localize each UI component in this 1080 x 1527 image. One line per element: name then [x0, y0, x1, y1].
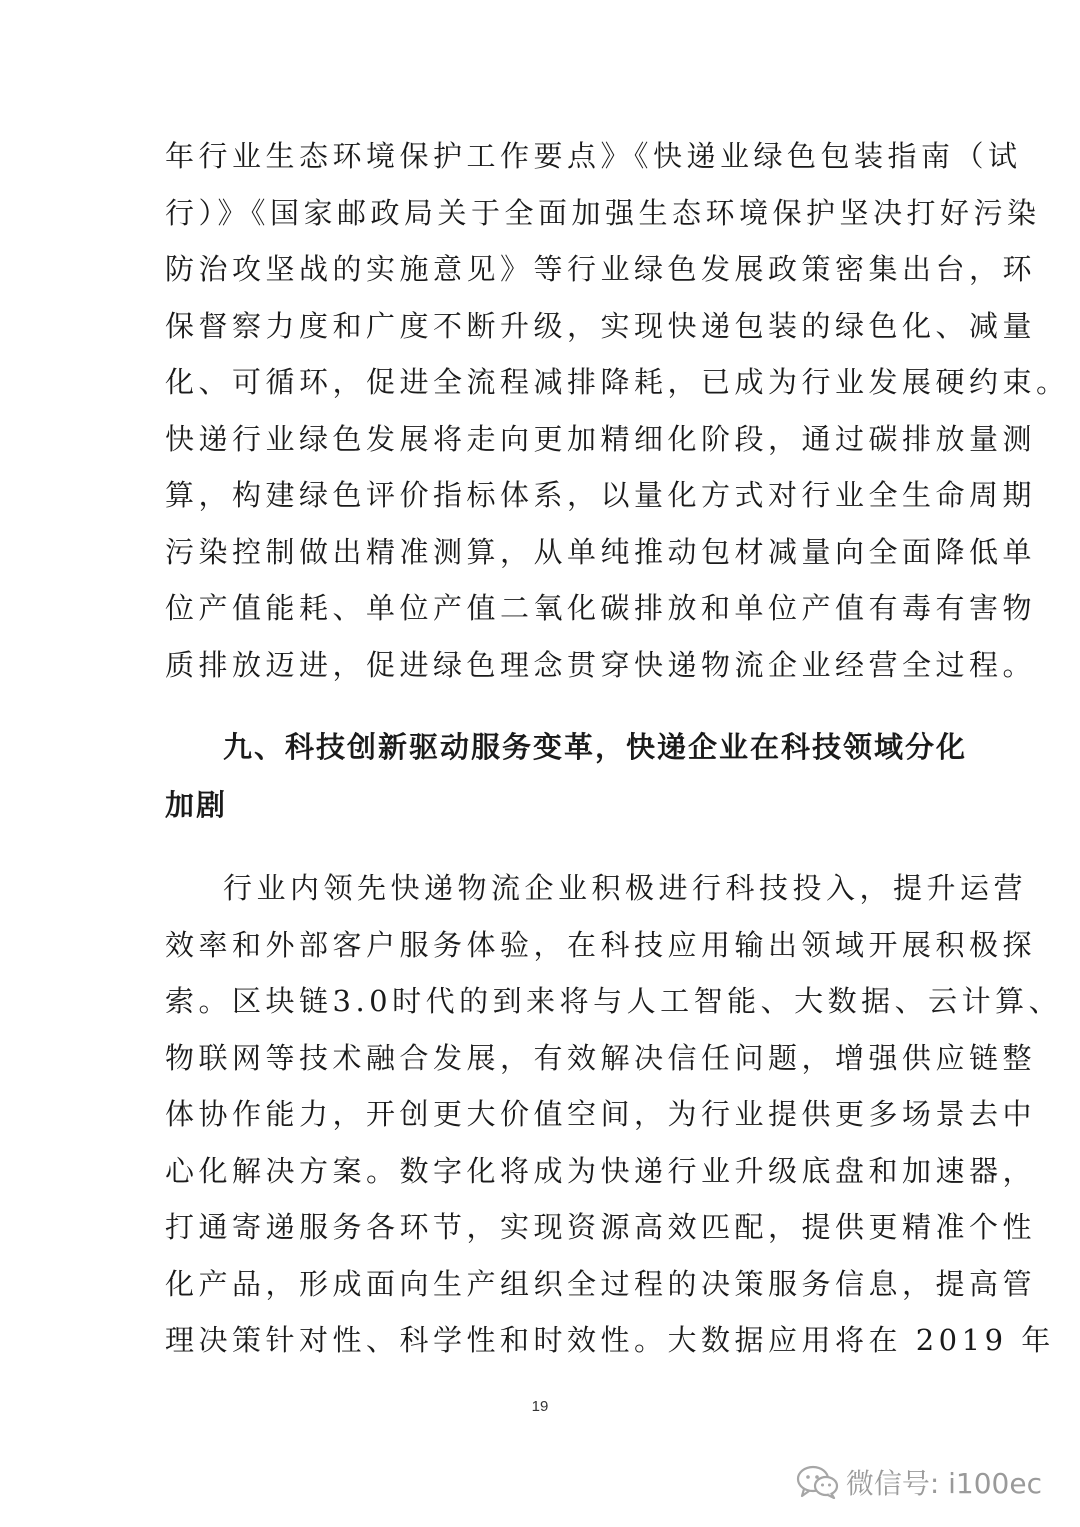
wechat-icon — [796, 1465, 840, 1499]
text-line: 化、可循环，促进全流程减排降耗，已成为行业发展硬约束。 — [165, 365, 1070, 399]
watermark — [796, 1462, 1042, 1502]
text-line: 行）》《国家邮政局关于全面加强生态环境保护坚决打好污染 — [165, 195, 1041, 230]
text-line: 质排放迈进，促进绿色理念贯穿快递物流企业经营全过程。 — [165, 647, 1037, 682]
text-line: 年行业生态环境保护工作要点》《快递业绿色包装指南（试 — [165, 139, 1022, 173]
paragraph-2 — [165, 860, 1063, 1369]
text-line: 体协作能力，开创更大价值空间，为行业提供更多场景去中 — [165, 1097, 1037, 1131]
text-line: 污染控制做出精准测算，从单纯推动包材减量向全面降低单 — [165, 534, 1037, 569]
heading-line: 九、科技创新驱动服务变革，快递企业在科技领域分化 — [223, 730, 968, 764]
text-line: 快递行业绿色发展将走向更加精细化阶段，通过碳排放量测 — [165, 421, 1037, 456]
paragraph-1 — [165, 128, 1070, 693]
text-line: 索。区块链3.0时代的到来将与人工智能、大数据、云计算、 — [165, 984, 1063, 1018]
text-line: 打通寄递服务各环节，实现资源高效匹配，提供更精准个性 — [165, 1210, 1037, 1244]
text-line: 保督察力度和广度不断升级，实现快递包装的绿色化、减量 — [165, 308, 1037, 343]
text-line: 物联网等技术融合发展，有效解决信任问题，增强供应链整 — [165, 1040, 1037, 1075]
text-line: 效率和外部客户服务体验，在科技应用输出领域开展积极探 — [165, 927, 1037, 962]
text-line: 行业内领先快递物流企业积极进行科技投入，提升运营 — [223, 871, 1028, 905]
page-number: 19 — [531, 1398, 549, 1415]
watermark-text: 微信号: i100ec — [845, 1467, 1042, 1500]
text-line: 位产值能耗、单位产值二氧化碳排放和单位产值有毒有害物 — [165, 591, 1037, 625]
text-line: 心化解决方案。数字化将成为快递行业升级底盘和加速器， — [165, 1153, 1037, 1188]
heading-line: 加剧 — [165, 788, 228, 822]
text-line: 理决策针对性、科学性和时效性。大数据应用将在 2019 年 — [165, 1323, 1055, 1357]
text-line: 化产品，形成面向生产组织全过程的决策服务信息，提高管 — [165, 1266, 1037, 1301]
section-heading — [165, 718, 968, 834]
text-line: 算，构建绿色评价指标体系，以量化方式对行业全生命周期 — [165, 478, 1037, 512]
text-line: 防治攻坚战的实施意见》等行业绿色发展政策密集出台，环 — [165, 252, 1037, 286]
